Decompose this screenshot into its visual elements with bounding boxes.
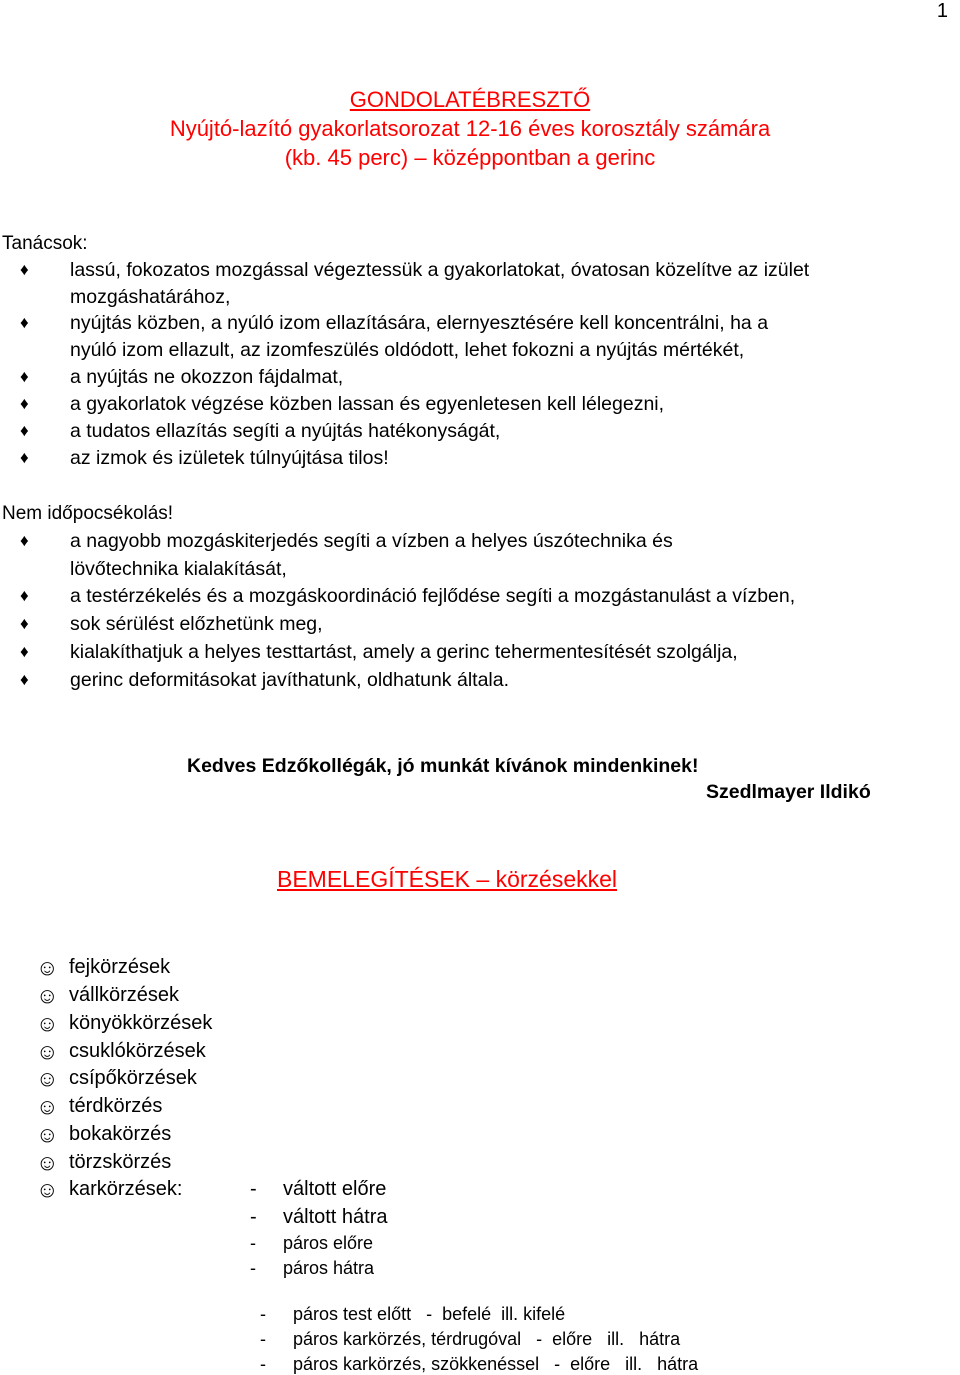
smiley-icon: ☺ [36, 1094, 59, 1119]
list-item-text: a nagyobb mozgáskiterjedés segíti a vízben a helyes úszótechnika és [70, 530, 673, 552]
diamond-bullet-icon: ♦ [20, 586, 29, 605]
warmup-item: fejkörzések [69, 956, 171, 978]
smiley-icon: ☺ [36, 1039, 59, 1064]
list-item-text: sok sérülést előzhetünk meg, [70, 613, 323, 635]
diamond-bullet-icon: ♦ [20, 642, 29, 661]
list-item-continuation: nyúló izom ellazult, az izomfeszülés oldódott, lehet fokozni a nyújtás mértékét, [70, 339, 745, 361]
smiley-icon: ☺ [36, 955, 59, 980]
diamond-bullet-icon: ♦ [20, 614, 29, 633]
document-subtitle-line2: (kb. 45 perc) – középpontban a gerinc [284, 145, 656, 170]
arm-variant-text: páros karkörzés, térdrugóval - előre ill. hátra [293, 1329, 681, 1349]
list-item [0, 312, 960, 340]
arm-variant-text: páros hátra [283, 1258, 375, 1278]
list-item [0, 447, 960, 475]
author-signature: Szedlmayer Ildikó [706, 781, 871, 803]
warmup-heading: BEMELEGÍTÉSEK – körzésekkel [277, 866, 618, 892]
smiley-icon: ☺ [36, 1011, 59, 1036]
list-item [0, 393, 960, 421]
list-item-text: gerinc deformitásokat javíthatunk, oldhatunk általa. [70, 669, 510, 691]
diamond-bullet-icon: ♦ [20, 448, 29, 467]
list-item [0, 259, 960, 287]
diamond-bullet-icon: ♦ [20, 421, 29, 440]
diamond-bullet-icon: ♦ [20, 313, 29, 332]
arm-variant-text: váltott hátra [283, 1206, 388, 1228]
dash-marker: - [250, 1178, 257, 1200]
warmup-item: térdkörzés [69, 1095, 163, 1117]
page-number: 1 [936, 0, 948, 22]
warmup-item: könyökkörzések [69, 1012, 213, 1034]
warmup-item: bokakörzés [69, 1123, 172, 1145]
list-item [0, 641, 960, 669]
dash-marker: - [260, 1304, 267, 1324]
warmup-item: karkörzések: [69, 1178, 183, 1200]
arm-variant [250, 1206, 388, 1229]
greeting-message: Kedves Edzőkollégák, jó munkát kívánok mindenkinek! [187, 755, 699, 777]
list-item-text: a testérzékelés és a mozgáskoordináció fejlődése segíti a mozgástanulást a vízben, [70, 585, 796, 607]
warmup-item: csípőkörzések [69, 1067, 197, 1089]
list-item-continuation: lövőtechnika kialakítását, [70, 558, 287, 580]
tips-label: Tanácsok: [2, 233, 88, 254]
list-item-text: a gyakorlatok végzése közben lassan és egyenletesen kell lélegezni, [70, 393, 665, 415]
list-item-text: nyújtás közben, a nyúló izom ellazítására, elernyesztésére kell koncentrálni, ha a [70, 312, 769, 334]
list-item-text: a nyújtás ne okozzon fájdalmat, [70, 366, 344, 388]
smiley-icon: ☺ [36, 983, 59, 1008]
dash-marker: - [250, 1258, 256, 1278]
warmup-item: vállkörzések [69, 984, 180, 1006]
benefits-label: Nem időpocsékolás! [2, 503, 174, 524]
list-item [0, 366, 960, 394]
list-item [0, 613, 960, 641]
diamond-bullet-icon: ♦ [20, 260, 29, 279]
diamond-bullet-icon: ♦ [20, 531, 29, 550]
arm-variant [250, 1233, 373, 1254]
document-subtitle-line1: Nyújtó-lazító gyakorlatsorozat 12-16 éves korosztály számára [169, 116, 771, 141]
arm-variant [250, 1258, 374, 1279]
arm-variant-text: páros karkörzés, szökkenéssel - előre ill. hátra [293, 1354, 699, 1374]
arm-variant [250, 1178, 386, 1201]
arm-variant-text: páros test előtt - befelé ill. kifelé [293, 1304, 566, 1324]
diamond-bullet-icon: ♦ [20, 670, 29, 689]
dash-marker: - [260, 1329, 267, 1349]
document-title: GONDOLATÉBRESZTŐ [349, 87, 591, 112]
list-item-text: az izmok és izületek túlnyújtása tilos! [70, 447, 389, 469]
list-item [0, 530, 960, 558]
diamond-bullet-icon: ♦ [20, 394, 29, 413]
smiley-icon: ☺ [36, 1150, 59, 1175]
diamond-bullet-icon: ♦ [20, 367, 29, 386]
list-item-text: kialakíthatjuk a helyes testtartást, amely a gerinc tehermentesítését szolgálja, [70, 641, 738, 663]
list-item-text: a tudatos ellazítás segíti a nyújtás hatékonyságát, [70, 420, 501, 442]
warmup-item: csuklókörzések [69, 1040, 206, 1062]
smiley-icon: ☺ [36, 1177, 59, 1202]
warmup-item: törzskörzés [69, 1151, 172, 1173]
smiley-icon: ☺ [36, 1066, 59, 1091]
dash-marker: - [260, 1354, 267, 1374]
arm-variant [250, 1333, 698, 1375]
list-item [0, 669, 960, 697]
list-item [0, 585, 960, 613]
dash-marker: - [250, 1206, 257, 1228]
list-item-text: lassú, fokozatos mozgással végeztessük a gyakorlatokat, óvatosan közelítve az izület [70, 259, 810, 281]
dash-marker: - [250, 1233, 256, 1253]
list-item [0, 420, 960, 448]
arm-variant-text: páros előre [283, 1233, 374, 1253]
arm-variant-text: váltott előre [283, 1178, 387, 1200]
list-item-continuation: mozgáshatárához, [70, 286, 231, 308]
smiley-icon: ☺ [36, 1122, 59, 1147]
